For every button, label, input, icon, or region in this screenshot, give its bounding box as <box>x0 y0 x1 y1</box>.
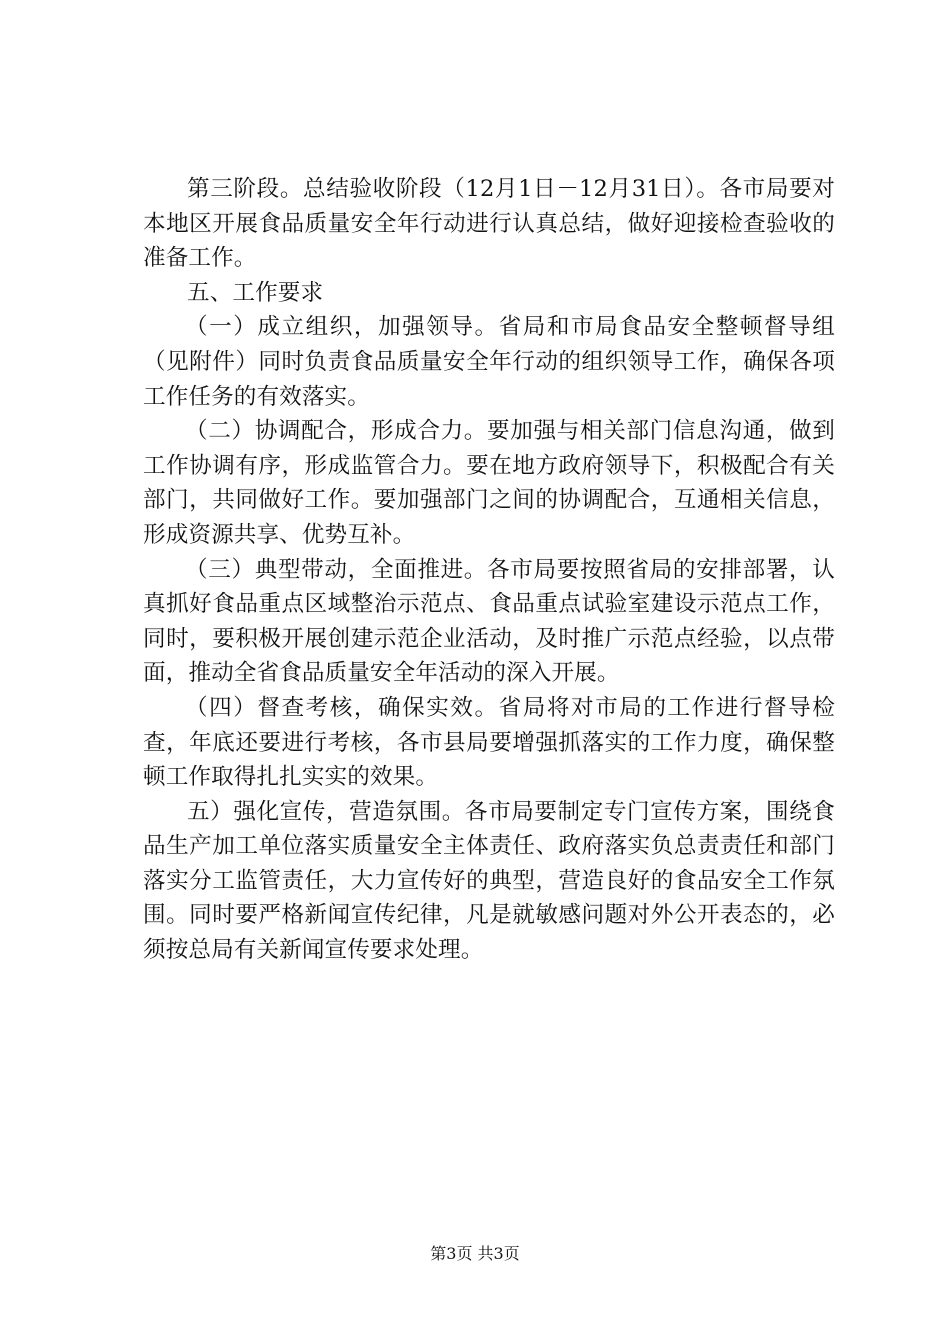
document-body <box>143 172 835 968</box>
paragraph-stage-three: 第三阶段。总结验收阶段（12月1日－12月31日）。各市局要对本地区开展食品质量安全年行动进行认真总结，做好迎接检查验收的准备工作。 <box>143 176 835 272</box>
paragraph-requirement-3: （三）典型带动，全面推进。各市局要按照省局的安排部署，认真抓好食品重点区域整治示范点、食品重点试验室建设示范点工作，同时，要积极开展创建示范企业活动，及时推广示范点经验，以点带面，推动全省食品质量安全年活动的深入开展。 <box>143 556 835 687</box>
paragraph-requirement-1: （一）成立组织，加强领导。省局和市局食品安全整顿督导组（见附件）同时负责食品质量安全年行动的组织领导工作，确保各项工作任务的有效落实。 <box>143 314 835 410</box>
paragraph-requirement-5: 五）强化宣传，营造氛围。各市局要制定专门宣传方案，围绕食品生产加工单位落实质量安全主体责任、政府落实负总责责任和部门落实分工监管责任，大力宣传好的典型，营造良好的食品安全工作氛围。同时要严格新闻宣传纪律，凡是就敏感问题对外公开表态的，必须按总局有关新闻宣传要求处理。 <box>143 798 835 964</box>
paragraph-requirement-2: （二）协调配合，形成合力。要加强与相关部门信息沟通，做到工作协调有序，形成监管合力。要在地方政府领导下，积极配合有关部门，共同做好工作。要加强部门之间的协调配合，互通相关信息，形成资源共享、优势互补。 <box>143 418 835 548</box>
paragraph-requirement-4: （四）督查考核，确保实效。省局将对市局的工作进行督导检查，年底还要进行考核，各市县局要增强抓落实的工作力度，确保整顿工作取得扎扎实实的效果。 <box>143 694 835 791</box>
page-indicator: 第3页 共3页 <box>430 1244 520 1263</box>
section-heading-work-requirements: 五、工作要求 <box>187 279 324 306</box>
page-footer <box>0 1243 950 1265</box>
